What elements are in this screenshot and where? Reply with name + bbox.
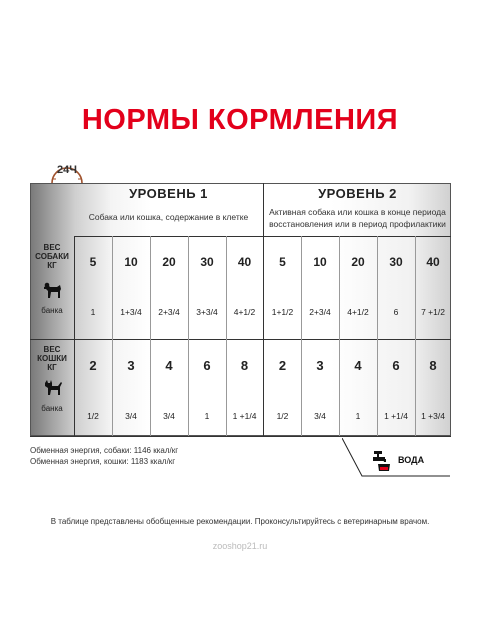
feeding-table bbox=[30, 183, 451, 436]
dog-portion-label: банка bbox=[41, 306, 63, 315]
cat-portion-cell: 1/2 bbox=[276, 411, 289, 421]
energy-dog: Обменная энергия, собаки: 1146 ккал/кг bbox=[30, 446, 179, 455]
dog-weight-cell: 5 bbox=[279, 255, 286, 269]
cat-weight-label-3: КГ bbox=[47, 363, 57, 372]
dog-portion-cell: 6 bbox=[393, 307, 399, 317]
cat-weight-cell: 3 bbox=[316, 358, 324, 373]
dog-weight-label-3: КГ bbox=[47, 261, 57, 270]
level2-desc-line1: Активная собака или кошка в конце периода bbox=[269, 207, 446, 217]
dog-weight-cell: 40 bbox=[237, 255, 252, 269]
cat-weight-cell: 4 bbox=[165, 358, 173, 373]
dog-portion-cell: 1+1/2 bbox=[271, 307, 294, 317]
cat-weight-cell: 4 bbox=[354, 358, 362, 373]
dog-weight-cell: 30 bbox=[200, 255, 214, 269]
disclaimer-note: В таблице представлены обобщенные рекомендации. Проконсультируйтесь с ветеринарным врачом. bbox=[50, 517, 430, 526]
clock-label: 24Ч bbox=[57, 164, 77, 176]
cat-portion-cell: 3/4 bbox=[125, 411, 137, 421]
cat-weight-cell: 8 bbox=[429, 358, 437, 373]
cat-portion-cell: 1 +1/4 bbox=[232, 411, 257, 421]
cat-weight-cell: 6 bbox=[203, 358, 211, 373]
cat-icon bbox=[43, 380, 63, 401]
watermark: zooshop21.ru bbox=[212, 541, 268, 551]
cat-portion-cell: 1/2 bbox=[87, 411, 99, 421]
water-tap-icon bbox=[370, 448, 394, 477]
cat-portion-cell: 3/4 bbox=[163, 411, 175, 421]
dog-weight-cell: 30 bbox=[389, 255, 403, 269]
dog-weight-cell: 5 bbox=[89, 255, 97, 269]
cat-weight-cell: 2 bbox=[278, 358, 287, 373]
dog-portion-cell: 4+1/2 bbox=[233, 307, 256, 317]
dog-weight-cell: 20 bbox=[162, 255, 176, 269]
dog-portion-cell: 2+3/4 bbox=[158, 307, 180, 317]
cat-portion-cell: 3/4 bbox=[314, 411, 326, 421]
cat-portion-label: банка bbox=[41, 404, 63, 413]
cat-portion-cell: 1 +1/4 bbox=[384, 411, 408, 421]
level1-title: УРОВЕНЬ 1 bbox=[129, 186, 208, 201]
dog-portion-cell: 2+3/4 bbox=[309, 307, 331, 317]
dog-weight-cell: 40 bbox=[426, 255, 440, 269]
clock-24h-icon bbox=[48, 157, 86, 183]
dog-portion-cell: 1+3/4 bbox=[120, 307, 142, 317]
level1-desc: Собака или кошка, содержание в клетке bbox=[88, 212, 249, 222]
cat-portion-cell: 1 bbox=[204, 411, 210, 421]
dog-portion-cell: 1 bbox=[90, 307, 96, 317]
cat-weight-cell: 8 bbox=[240, 358, 249, 373]
cat-weight-cell: 2 bbox=[89, 358, 97, 373]
cat-weight-label-2: КОШКИ bbox=[37, 354, 67, 363]
cat-weight-cell: 6 bbox=[392, 358, 400, 373]
dog-weight-cell: 20 bbox=[351, 255, 365, 269]
dog-weight-cell: 10 bbox=[313, 255, 327, 269]
water-box bbox=[342, 438, 450, 478]
dog-portion-cell: 3+3/4 bbox=[196, 307, 218, 317]
dog-weight-label-1: ВЕС bbox=[43, 243, 61, 252]
cat-portion-cell: 1 +3/4 bbox=[421, 411, 445, 421]
energy-cat: Обменная энергия, кошки: 1183 ккал/кг bbox=[30, 457, 176, 466]
cat-portion-cell: 1 bbox=[355, 411, 361, 421]
water-label: ВОДА bbox=[398, 455, 425, 465]
level2-desc-line2: восстановления или в период профилактики bbox=[269, 219, 446, 229]
dog-weight-label-2: СОБАКИ bbox=[35, 252, 69, 261]
dog-portion-cell: 7 +1/2 bbox=[421, 307, 445, 317]
cat-weight-cell: 3 bbox=[127, 358, 135, 373]
dog-portion-cell: 4+1/2 bbox=[347, 307, 369, 317]
page-title: НОРМЫ КОРМЛЕНИЯ bbox=[81, 104, 399, 136]
dog-weight-cell: 10 bbox=[124, 255, 138, 269]
cat-weight-label-1: ВЕС bbox=[43, 345, 61, 354]
dog-icon bbox=[42, 281, 64, 304]
level2-title: УРОВЕНЬ 2 bbox=[318, 186, 397, 201]
